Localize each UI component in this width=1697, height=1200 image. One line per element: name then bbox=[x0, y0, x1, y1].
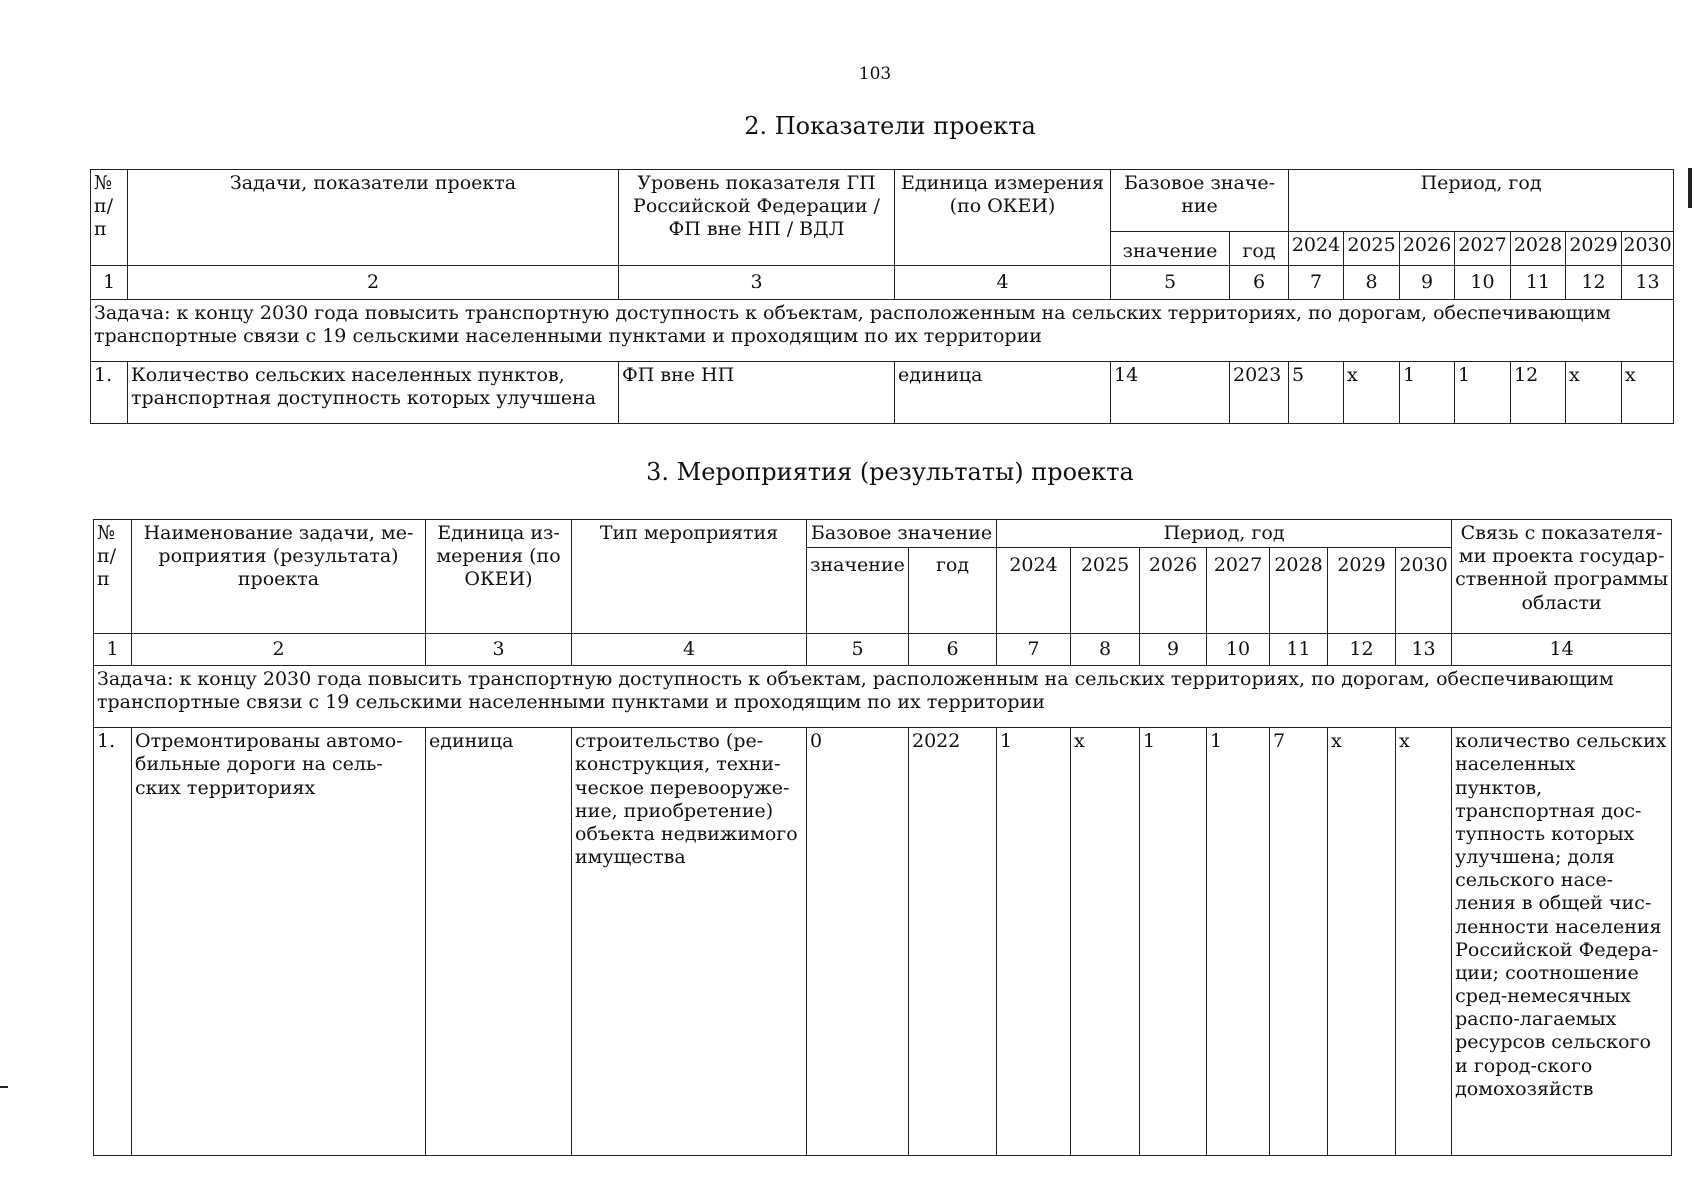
header-year: 2024 bbox=[1289, 232, 1344, 266]
column-number: 2 bbox=[128, 266, 619, 300]
header-base-value: значение bbox=[807, 548, 909, 634]
column-number: 5 bbox=[807, 634, 909, 666]
row-num: 1. bbox=[91, 362, 128, 424]
header-year: 2026 bbox=[1140, 548, 1207, 634]
header-year: 2025 bbox=[1071, 548, 1140, 634]
section-3-title: 3. Мероприятия (результаты) проекта bbox=[646, 458, 1134, 486]
column-number: 10 bbox=[1455, 266, 1511, 300]
column-number: 10 bbox=[1207, 634, 1270, 666]
header-year: 2030 bbox=[1622, 232, 1674, 266]
activities-table bbox=[93, 519, 1672, 1156]
header-year: 2026 bbox=[1400, 232, 1455, 266]
column-number: 7 bbox=[997, 634, 1071, 666]
header-type: Тип мероприятия bbox=[572, 520, 807, 634]
header-base-value: значение bbox=[1111, 232, 1230, 266]
year-value: 1 bbox=[1207, 728, 1270, 1156]
column-number: 14 bbox=[1452, 634, 1672, 666]
year-value: 12 bbox=[1511, 362, 1566, 424]
header-year: 2028 bbox=[1511, 232, 1566, 266]
column-number: 4 bbox=[895, 266, 1111, 300]
header-base: Базовое значение bbox=[807, 520, 997, 548]
base-year: 2022 bbox=[909, 728, 997, 1156]
header-year: 2029 bbox=[1328, 548, 1396, 634]
year-value: 1 bbox=[1455, 362, 1511, 424]
header-year: 2030 bbox=[1396, 548, 1452, 634]
header-base: Базовое значе-ние bbox=[1111, 170, 1289, 232]
column-number: 13 bbox=[1396, 634, 1452, 666]
header-year: 2024 bbox=[997, 548, 1071, 634]
column-number: 5 bbox=[1111, 266, 1230, 300]
scan-edge-mark bbox=[1688, 168, 1692, 208]
column-number: 8 bbox=[1071, 634, 1140, 666]
year-value: 1 bbox=[1140, 728, 1207, 1156]
column-number: 7 bbox=[1289, 266, 1344, 300]
year-value: 1 bbox=[997, 728, 1071, 1156]
header-num: № п/п bbox=[94, 520, 132, 634]
year-value: 7 bbox=[1270, 728, 1328, 1156]
header-level: Уровень показателя ГП Российской Федерации / ФП вне НП / ВДЛ bbox=[619, 170, 895, 266]
header-base-year: год bbox=[1230, 232, 1289, 266]
indicator-level: ФП вне НП bbox=[619, 362, 895, 424]
header-num: № п/п bbox=[91, 170, 128, 266]
year-value: x bbox=[1396, 728, 1452, 1156]
header-unit: Единица измерения (по ОКЕИ) bbox=[895, 170, 1111, 266]
column-number: 1 bbox=[94, 634, 132, 666]
base-year: 2023 bbox=[1230, 362, 1289, 424]
header-year: 2029 bbox=[1566, 232, 1622, 266]
task-row: Задача: к концу 2030 года повысить транспортную доступность к объектам, расположенным на сельских территориях, по дорогам, обеспечивающим транспортные связи с 19 сельскими населенными пунктами и проходящим по их территории bbox=[94, 666, 1672, 728]
column-number: 11 bbox=[1511, 266, 1566, 300]
column-number: 3 bbox=[426, 634, 572, 666]
column-number: 3 bbox=[619, 266, 895, 300]
scan-edge-mark bbox=[0, 1086, 8, 1088]
column-number: 9 bbox=[1140, 634, 1207, 666]
header-year: 2027 bbox=[1207, 548, 1270, 634]
column-number: 8 bbox=[1344, 266, 1400, 300]
indicator-unit: единица bbox=[895, 362, 1111, 424]
indicator-link: количество сельских населенных пунктов, транспортная дос-тупность которых улучшена; доля сельского насе-ления в общей чис-ленности населения Российской Федера-ции; соотношение сред-немесячных распо-лагаемых ресурсов сельского и город-ского домохозяйств bbox=[1452, 728, 1672, 1156]
header-unit: Единица из-мерения (по ОКЕИ) bbox=[426, 520, 572, 634]
column-number: 2 bbox=[132, 634, 426, 666]
column-number: 1 bbox=[91, 266, 128, 300]
column-number: 9 bbox=[1400, 266, 1455, 300]
column-number: 4 bbox=[572, 634, 807, 666]
header-year: 2027 bbox=[1455, 232, 1511, 266]
header-name: Наименование задачи, ме-роприятия (результата) проекта bbox=[132, 520, 426, 634]
header-period: Период, год bbox=[1289, 170, 1674, 232]
column-number: 13 bbox=[1622, 266, 1674, 300]
year-value: x bbox=[1071, 728, 1140, 1156]
base-value: 0 bbox=[807, 728, 909, 1156]
header-year: 2025 bbox=[1344, 232, 1400, 266]
header-base-year: год bbox=[909, 548, 997, 634]
column-number: 12 bbox=[1566, 266, 1622, 300]
indicators-table bbox=[90, 169, 1674, 424]
page-number: 103 bbox=[858, 64, 892, 84]
header-period: Период, год bbox=[997, 520, 1452, 548]
section-2-title: 2. Показатели проекта bbox=[744, 112, 1036, 140]
base-value: 14 bbox=[1111, 362, 1230, 424]
activity-name: Отремонтированы автомо-бильные дороги на сель-ских территориях bbox=[132, 728, 426, 1156]
year-value: x bbox=[1566, 362, 1622, 424]
column-number: 6 bbox=[1230, 266, 1289, 300]
task-row: Задача: к концу 2030 года повысить транспортную доступность к объектам, расположенным на сельских территориях, по дорогам, обеспечивающим транспортные связи с 19 сельскими населенными пунктами и проходящим по их территории bbox=[91, 300, 1674, 362]
activity-unit: единица bbox=[426, 728, 572, 1156]
column-number: 11 bbox=[1270, 634, 1328, 666]
activity-type: строительство (ре-конструкция, техни-ческое перевооруже-ние, приобретение) объекта недвижимого имущества bbox=[572, 728, 807, 1156]
header-year: 2028 bbox=[1270, 548, 1328, 634]
year-value: x bbox=[1344, 362, 1400, 424]
year-value: 5 bbox=[1289, 362, 1344, 424]
column-number: 6 bbox=[909, 634, 997, 666]
year-value: 1 bbox=[1400, 362, 1455, 424]
row-num: 1. bbox=[94, 728, 132, 1156]
year-value: x bbox=[1622, 362, 1674, 424]
column-number: 12 bbox=[1328, 634, 1396, 666]
year-value: x bbox=[1328, 728, 1396, 1156]
header-tasks: Задачи, показатели проекта bbox=[128, 170, 619, 266]
indicator-name: Количество сельских населенных пунктов, транспортная доступность которых улучшена bbox=[128, 362, 619, 424]
header-link: Связь с показателя-ми проекта государ-ственной программы области bbox=[1452, 520, 1672, 634]
